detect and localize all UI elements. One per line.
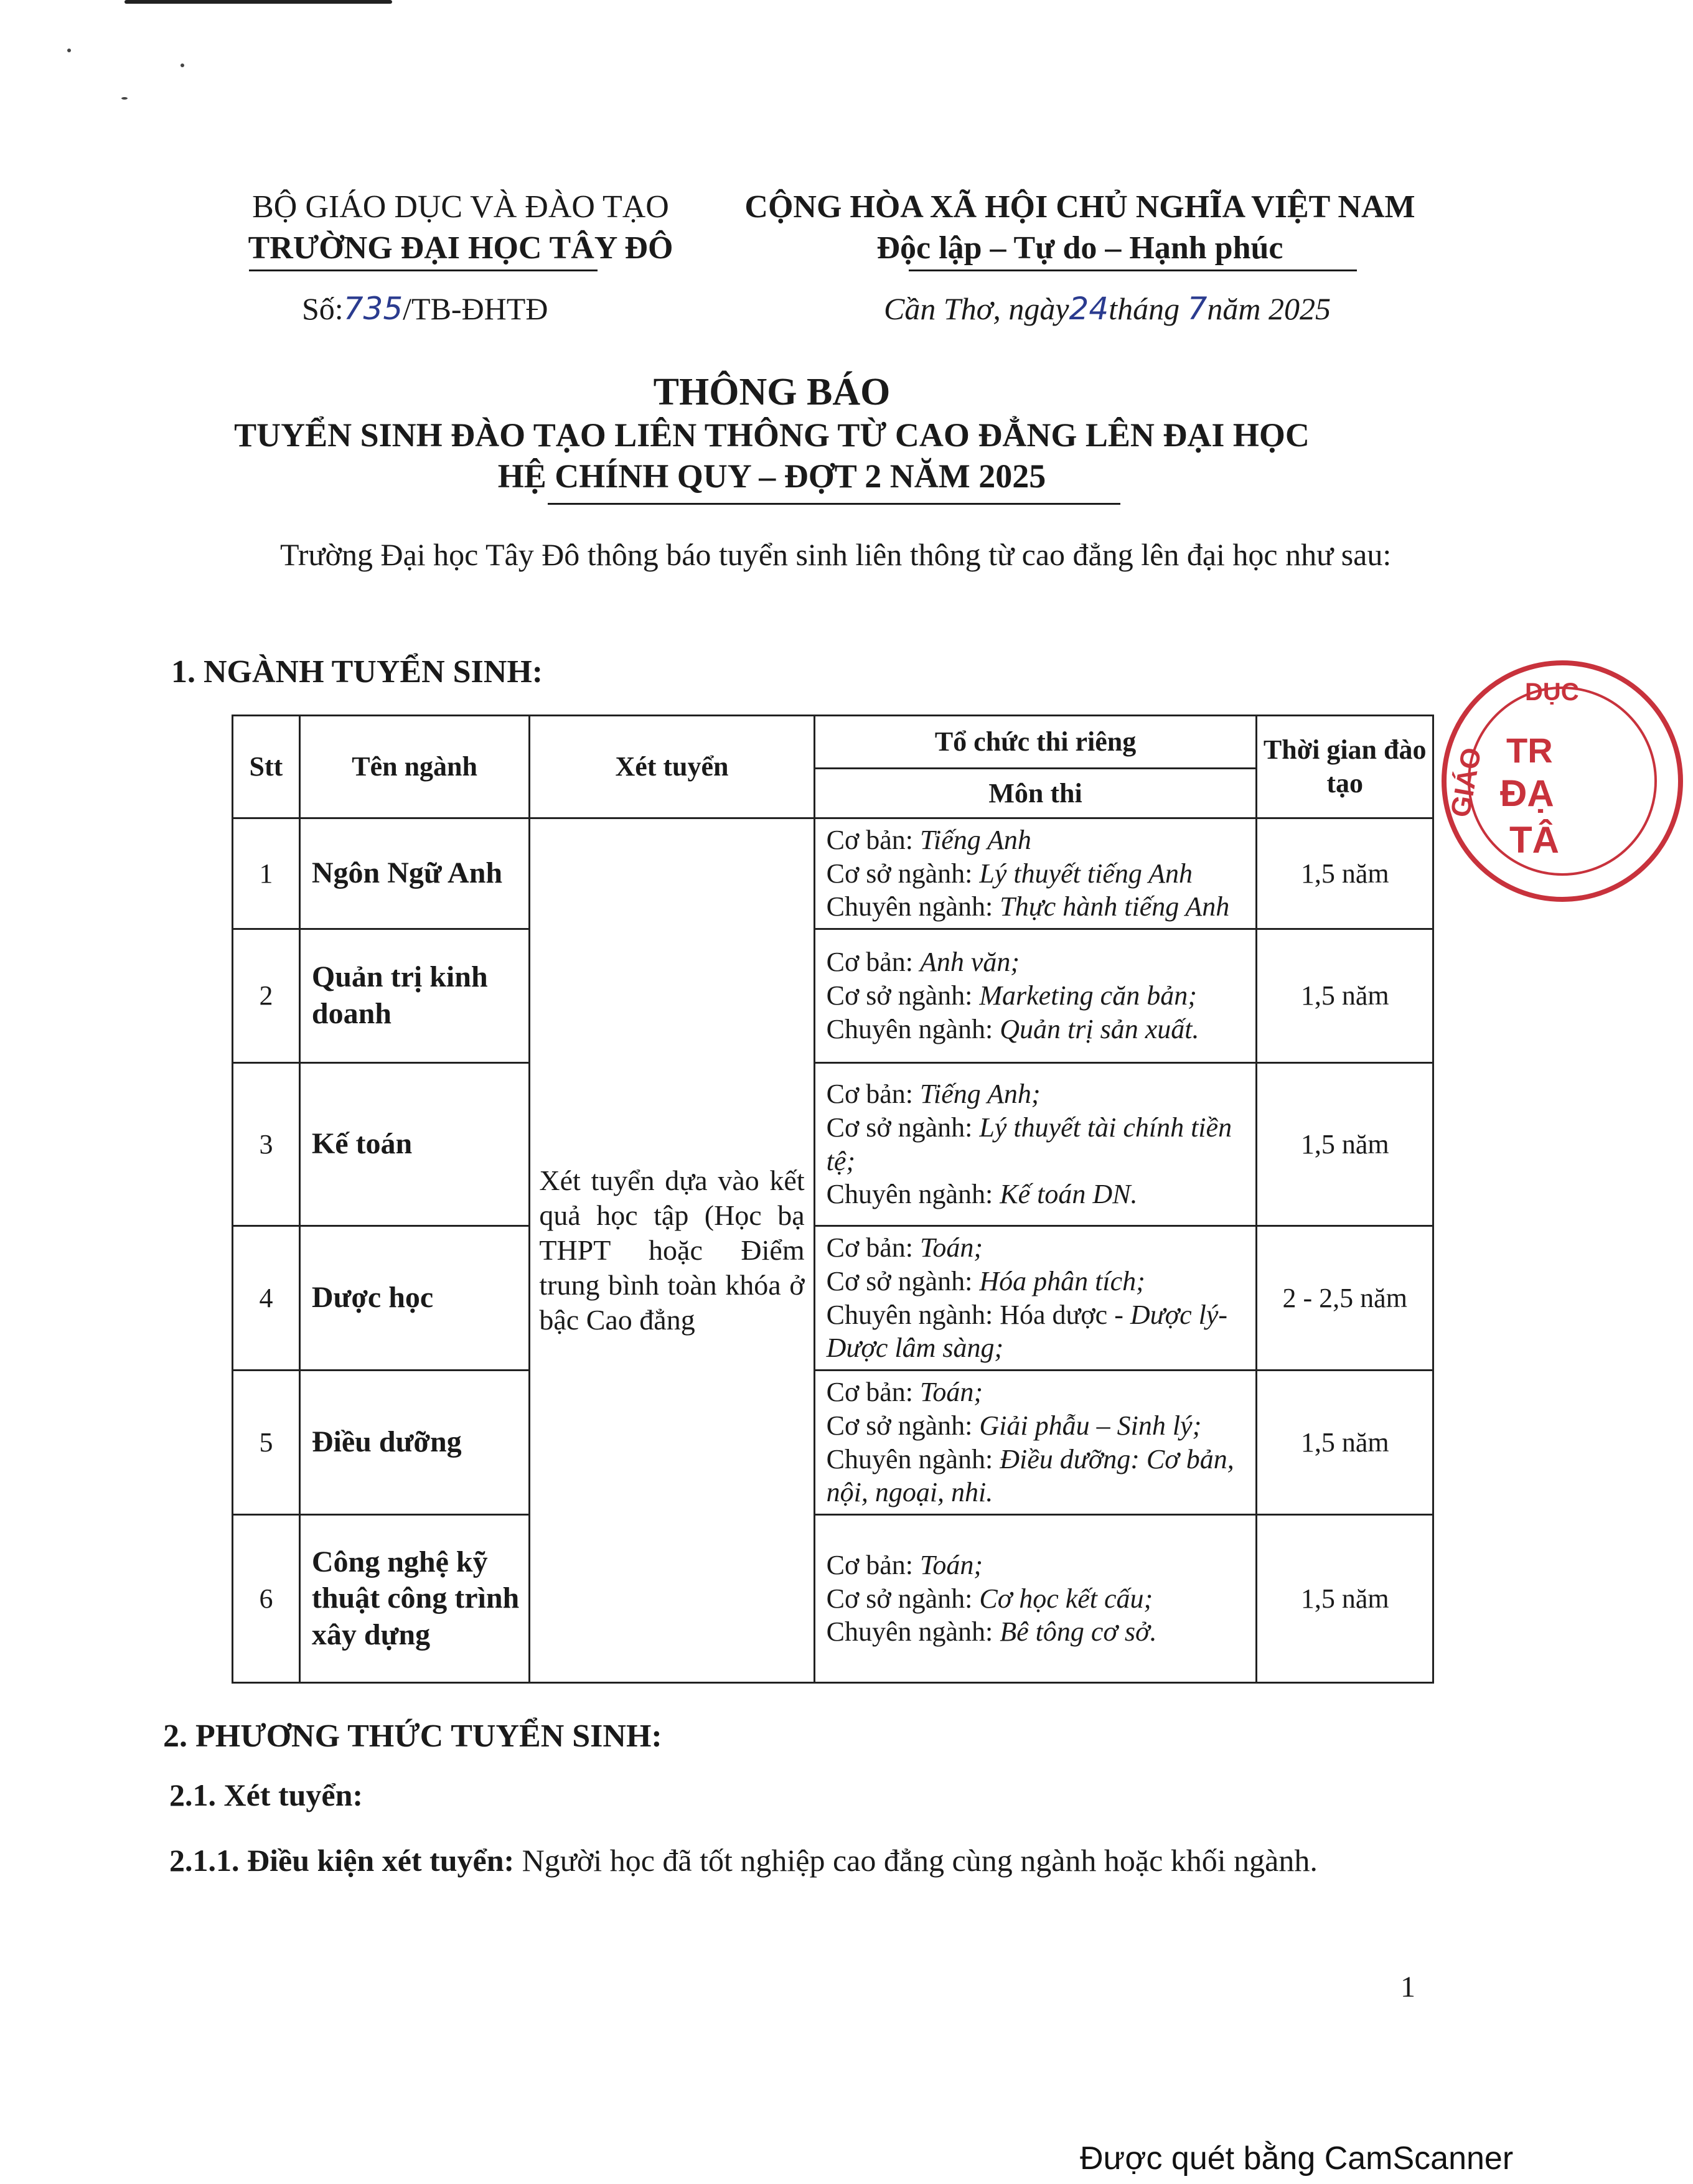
date-mid: tháng [1109, 291, 1180, 326]
basic-subject: Tiếng Anh; [919, 1079, 1041, 1110]
foundation-label: Cơ sở ngành: [826, 1583, 980, 1614]
major-label: Chuyên ngành: Hóa dược - [826, 1299, 1130, 1330]
section-2-1-1-paragraph [169, 1842, 1318, 1878]
foundation-subject: Giải phẫu – Sinh lý; [979, 1410, 1202, 1441]
page-number: 1 [1400, 1971, 1415, 2004]
notice-title: THÔNG BÁO [653, 371, 891, 413]
major-label: Chuyên ngành: [826, 891, 1000, 922]
row-duration: 1,5 năm [1257, 1063, 1433, 1226]
date-prefix: Cần Thơ, ngày [884, 291, 1069, 326]
date-suffix: năm 2025 [1207, 291, 1331, 326]
header-stt: Stt [233, 716, 300, 818]
major-label: Chuyên ngành: [826, 1013, 1000, 1044]
svg-text:DỤC: DỤC [1525, 678, 1579, 706]
ministry-name: BỘ GIÁO DỤC VÀ ĐÀO TẠO [252, 189, 669, 225]
table-row [233, 929, 1433, 1063]
row-duration: 1,5 năm [1257, 929, 1433, 1063]
header-admission: Xét tuyển [530, 716, 814, 818]
row-program-name: Dược học [299, 1226, 529, 1371]
table-row [233, 818, 1433, 929]
row-duration: 1,5 năm [1257, 1371, 1433, 1515]
date-day-handwritten: 24 [1069, 291, 1109, 327]
basic-label: Cơ bản: [826, 1232, 920, 1263]
row-program-name: Công nghệ kỹ thuật công trình xây dựng [299, 1515, 529, 1683]
section-2-1-1-label: 2.1.1. Điều kiện xét tuyển: [169, 1843, 515, 1878]
section-2-1-1-text: Người học đã tốt nghiệp cao đẳng cùng ngành hoặc khối ngành. [514, 1843, 1318, 1878]
table-row [233, 1063, 1433, 1226]
row-stt: 1 [233, 818, 300, 929]
university-name: TRƯỜNG ĐẠI HỌC TÂY ĐÔ [248, 230, 673, 266]
major-label: Chuyên ngành: [826, 1179, 1000, 1210]
foundation-label: Cơ sở ngành: [826, 1112, 980, 1143]
header-exam-subjects: Môn thi [814, 769, 1257, 818]
svg-text:ĐẠ: ĐẠ [1500, 772, 1554, 814]
row-stt: 3 [233, 1063, 300, 1226]
svg-text:TÂ: TÂ [1509, 819, 1559, 861]
title-underline [548, 503, 1120, 505]
table-row [233, 1371, 1433, 1515]
row-duration: 1,5 năm [1257, 818, 1433, 929]
basic-subject: Tiếng Anh [919, 824, 1031, 855]
university-seal [1432, 650, 1693, 912]
notice-subtitle-2: HỆ CHÍNH QUY – ĐỢT 2 NĂM 2025 [497, 457, 1046, 495]
foundation-subject: Hóa phân tích; [979, 1265, 1145, 1296]
camscanner-footer: Được quét bằng CamScanner [1080, 2140, 1514, 2177]
basic-subject: Toán; [919, 1377, 983, 1408]
table-row [233, 1515, 1433, 1683]
foundation-subject: Lý thuyết tiếng Anh [979, 858, 1193, 889]
major-subject: Dược lý-Dược lâm sàng; [826, 1299, 1228, 1364]
foundation-subject: Lý thuyết tài chính tiền tệ; [826, 1112, 1232, 1176]
row-stt: 4 [233, 1226, 300, 1371]
major-subject: Bê tông cơ sở. [1000, 1616, 1157, 1647]
row-program-name: Kế toán [299, 1063, 529, 1226]
row-exam-subjects [814, 818, 1257, 929]
basic-subject: Toán; [919, 1549, 983, 1580]
header-program-name: Tên ngành [299, 716, 529, 818]
header-duration: Thời gian đào tạo [1257, 716, 1433, 818]
scan-edge-mark [124, 0, 392, 4]
foundation-subject: Cơ học kết cấu; [979, 1583, 1153, 1614]
basic-label: Cơ bản: [826, 1377, 920, 1408]
major-subject: Thực hành tiếng Anh [1000, 891, 1230, 922]
document-number-suffix: /TB-ĐHTĐ [403, 291, 548, 326]
row-stt: 5 [233, 1371, 300, 1515]
major-subject: Điều dưỡng: Cơ bản, nội, ngoại, nhi. [826, 1443, 1234, 1508]
row-program-name: Quản trị kinh doanh [299, 929, 529, 1063]
table-header-row [233, 716, 1433, 769]
basic-label: Cơ bản: [826, 1549, 920, 1580]
row-program-name: Ngôn Ngữ Anh [299, 818, 529, 929]
scan-speck [181, 63, 184, 67]
table-row [233, 1226, 1433, 1371]
row-duration: 1,5 năm [1257, 1515, 1433, 1683]
motto-underline [909, 269, 1357, 271]
major-label: Chuyên ngành: [826, 1443, 1000, 1474]
notice-subtitle: TUYỂN SINH ĐÀO TẠO LIÊN THÔNG TỪ CAO ĐẲNG LÊN ĐẠI HỌC [234, 416, 1310, 454]
header-separate-exam: Tổ chức thi riêng [814, 716, 1257, 769]
row-program-name: Điều dưỡng [299, 1371, 529, 1515]
major-subject: Quản trị sản xuất. [1000, 1013, 1199, 1044]
date-month-handwritten: 7 [1187, 291, 1208, 327]
major-label: Chuyên ngành: [826, 1616, 1000, 1647]
row-exam-subjects [814, 1226, 1257, 1371]
scan-speck [121, 97, 128, 100]
foundation-subject: Marketing căn bản; [979, 980, 1197, 1011]
row-exam-subjects [814, 1371, 1257, 1515]
row-exam-subjects [814, 1515, 1257, 1683]
document-number [302, 291, 548, 327]
section-2-heading: 2. PHƯƠNG THỨC TUYỂN SINH: [163, 1718, 662, 1754]
scan-speck [67, 49, 71, 52]
basic-subject: Toán; [919, 1232, 983, 1263]
header-underline [249, 269, 598, 271]
row-duration: 2 - 2,5 năm [1257, 1226, 1433, 1371]
basic-label: Cơ bản: [826, 947, 920, 978]
basic-label: Cơ bản: [826, 1079, 920, 1110]
foundation-label: Cơ sở ngành: [826, 980, 980, 1011]
svg-text:TR: TR [1506, 731, 1553, 770]
foundation-label: Cơ sở ngành: [826, 858, 980, 889]
foundation-label: Cơ sở ngành: [826, 1265, 980, 1296]
national-header [728, 187, 1432, 269]
document-number-label: Số: [302, 291, 344, 326]
national-title: CỘNG HÒA XÃ HỘI CHỦ NGHĨA VIỆT NAM [744, 189, 1415, 225]
admission-method-cell: Xét tuyển dựa vào kết quả học tập (Học bạ THPT hoặc Điểm trung bình toàn khóa ở bậc Cao đẳng [530, 818, 814, 1683]
svg-text:GIÁO: GIÁO [1445, 745, 1488, 820]
row-stt: 2 [233, 929, 300, 1063]
foundation-label: Cơ sở ngành: [826, 1410, 980, 1441]
row-exam-subjects [814, 929, 1257, 1063]
ministry-header [212, 187, 710, 269]
intro-paragraph: Trường Đại học Tây Đô thông báo tuyển sinh liên thông từ cao đẳng lên đại học như sau: [280, 537, 1392, 572]
basic-subject: Anh văn; [919, 947, 1020, 978]
section-2-1-heading: 2.1. Xét tuyển: [169, 1778, 363, 1812]
major-subject: Kế toán DN. [1000, 1179, 1138, 1210]
row-stt: 6 [233, 1515, 300, 1683]
programs-table [232, 715, 1434, 1684]
section-1-heading: 1. NGÀNH TUYỂN SINH: [171, 654, 543, 690]
basic-label: Cơ bản: [826, 824, 920, 855]
document-date [884, 291, 1331, 327]
document-number-handwritten: 735 [343, 291, 403, 327]
national-motto: Độc lập – Tự do – Hạnh phúc [876, 230, 1283, 266]
row-exam-subjects [814, 1063, 1257, 1226]
